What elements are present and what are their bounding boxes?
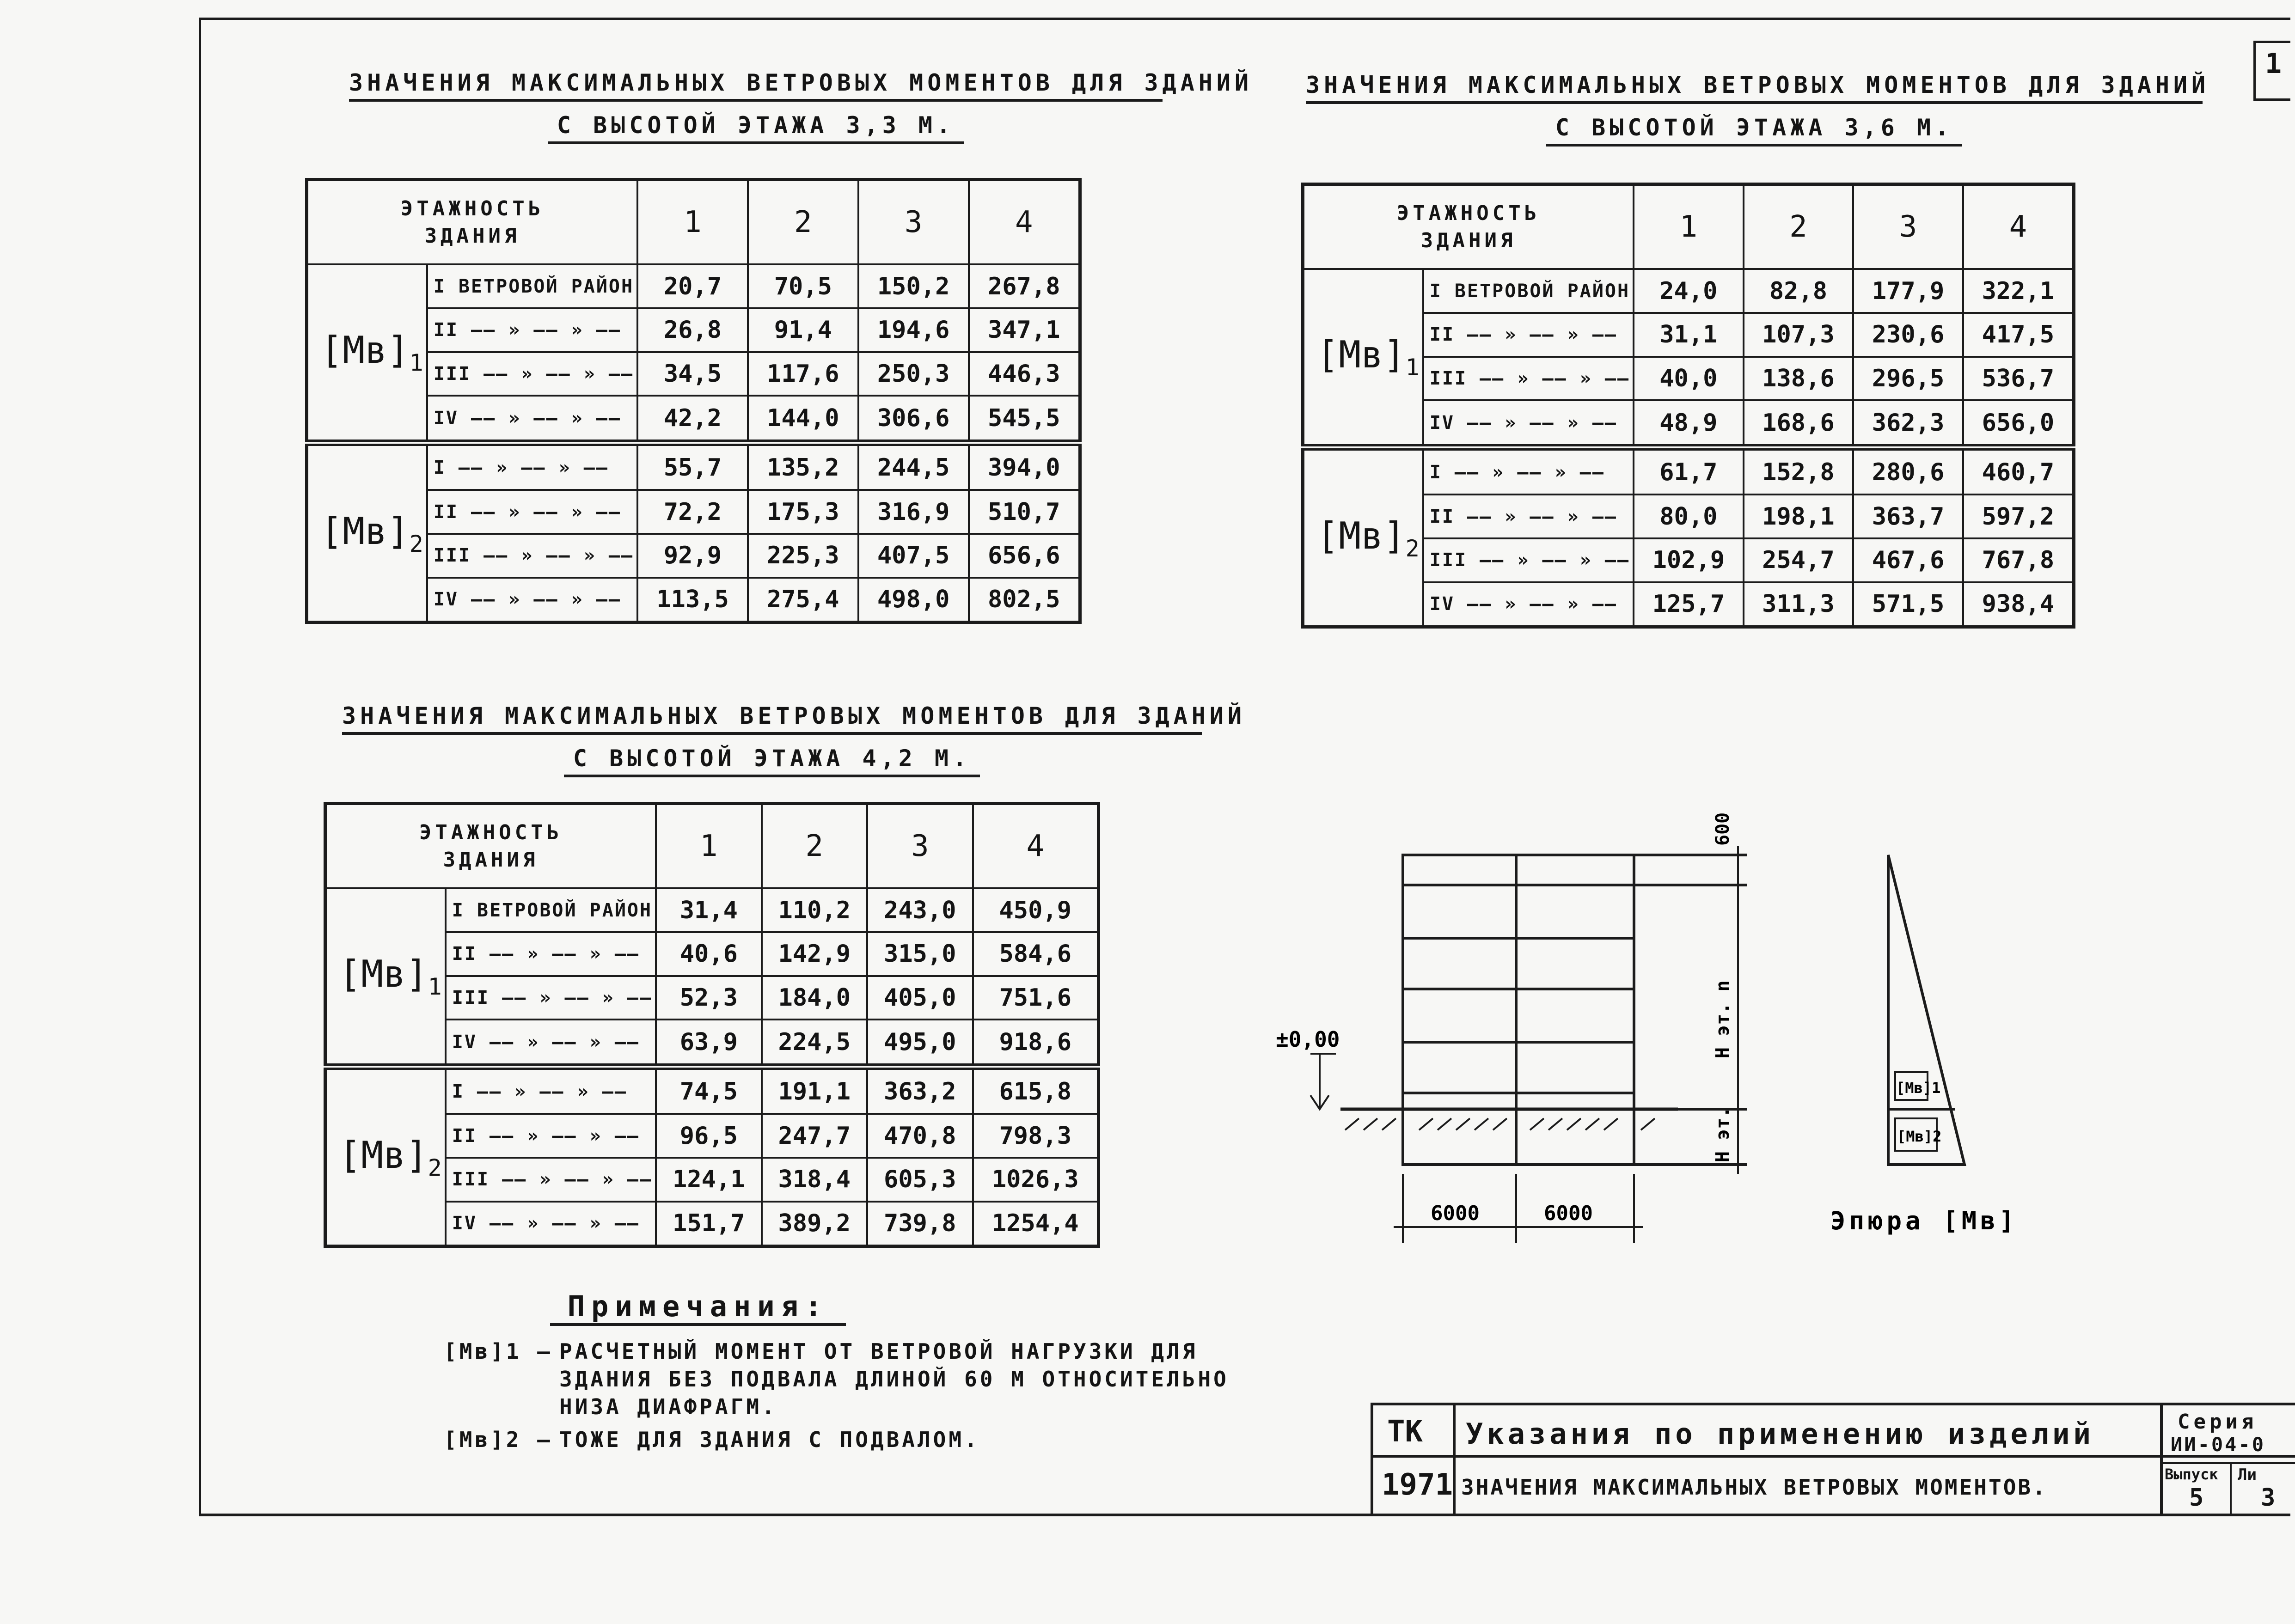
wind-region-label: IV —— » —— » —— <box>446 1202 656 1246</box>
table-cell: 446,3 <box>969 352 1080 396</box>
title-block <box>1371 1403 2295 1514</box>
table-cell: 363,2 <box>867 1067 973 1114</box>
wind-region-label: IV —— » —— » —— <box>446 1020 656 1067</box>
moment-symbol-text: [Mв] <box>1316 333 1406 377</box>
table-cell: 597,2 <box>1963 495 2074 538</box>
table-3 <box>324 802 1100 1248</box>
table-2-title <box>1306 72 2210 147</box>
moment-symbol-text: [Mв] <box>320 509 410 553</box>
dim-height: Н эт. <box>1712 1106 1733 1162</box>
moment-symbol-sub: 2 <box>409 530 423 557</box>
span-2: 6000 <box>1544 1202 1593 1225</box>
wind-region-label: II —— » —— » —— <box>1423 495 1634 538</box>
table-cell: 194,6 <box>858 308 969 352</box>
table-cell: 918,6 <box>973 1020 1099 1067</box>
table-cell: 125,7 <box>1634 582 1744 627</box>
table-cell: 656,0 <box>1963 400 2074 447</box>
header-col-4: 4 <box>973 804 1099 889</box>
table-cell: 498,0 <box>858 578 969 623</box>
table-1-title-line1: ЗНАЧЕНИЯ МАКСИМАЛЬНЫХ ВЕТРОВЫХ МОМЕНТОВ ДЛЯ ЗДАНИЙ <box>349 69 1163 102</box>
table-cell: 1254,4 <box>973 1202 1099 1246</box>
notes-block <box>444 1289 1267 1459</box>
table-row <box>325 888 1099 932</box>
table-cell: 42,2 <box>637 396 748 443</box>
table-header-row <box>307 180 1080 265</box>
moment-symbol <box>307 443 427 622</box>
table-cell: 48,9 <box>1634 400 1744 447</box>
table-cell: 347,1 <box>969 308 1080 352</box>
table-cell: 124,1 <box>656 1158 761 1202</box>
stamp-subtitle: ЗНАЧЕНИЯ МАКСИМАЛЬНЫХ ВЕТРОВЫХ МОМЕНТОВ. <box>1461 1475 2047 1500</box>
stamp-year: 1971 <box>1382 1468 1453 1502</box>
table-cell: 362,3 <box>1853 400 1963 447</box>
header-col-3: 3 <box>867 804 973 889</box>
table-cell: 311,3 <box>1744 582 1854 627</box>
stamp-issue-value: 5 <box>2189 1484 2204 1512</box>
table-cell: 138,6 <box>1744 357 1854 401</box>
table-row <box>307 264 1080 308</box>
wind-region-label: I ВЕТРОВОЙ РАЙОН <box>446 888 656 932</box>
table-cell: 40,0 <box>1634 357 1744 401</box>
wind-region-label: III —— » —— » —— <box>427 352 637 396</box>
table-cell: 751,6 <box>973 976 1099 1020</box>
stamp-series-value: ИИ-04-0 <box>2171 1433 2266 1456</box>
table-cell: 177,9 <box>1853 269 1963 313</box>
table-cell: 31,1 <box>1634 313 1744 357</box>
table-cell: 545,5 <box>969 396 1080 443</box>
stamp-series-label: Серия <box>2178 1410 2258 1434</box>
dim-top: 600 <box>1712 812 1733 846</box>
table-cell: 417,5 <box>1963 313 2074 357</box>
moment-symbol-text: [Mв] <box>320 329 410 372</box>
table-cell: 70,5 <box>748 264 858 308</box>
table-2-title-line2: С ВЫСОТОЙ ЭТАЖА 3,6 М. <box>1546 112 1962 147</box>
note-item-2 <box>444 1426 1267 1454</box>
building-outline <box>1403 855 1634 1165</box>
table-2 <box>1301 183 2075 629</box>
epure-m2: [Mв]2 <box>1897 1128 1942 1145</box>
wind-region-label: I ВЕТРОВОЙ РАЙОН <box>1423 269 1634 313</box>
note-key: [Mв]2 – <box>444 1427 553 1453</box>
table-cell: 96,5 <box>656 1114 761 1158</box>
table-cell: 175,3 <box>748 490 858 534</box>
table-cell: 20,7 <box>637 264 748 308</box>
moment-symbol <box>325 1067 446 1246</box>
wind-region-label: II —— » —— » —— <box>427 490 637 534</box>
table-cell: 225,3 <box>748 534 858 578</box>
table-cell: 389,2 <box>762 1202 867 1246</box>
stamp-sheet-value: 3 <box>2261 1484 2276 1512</box>
table-cell: 802,5 <box>969 578 1080 623</box>
table-cell: 656,6 <box>969 534 1080 578</box>
stamp-sheet-label: Ли <box>2238 1465 2257 1484</box>
table-row <box>325 1067 1099 1114</box>
table-cell: 1026,3 <box>973 1158 1099 1202</box>
wind-region-label: III —— » —— » —— <box>446 976 656 1020</box>
moment-symbol-sub: 1 <box>1405 354 1420 381</box>
wind-region-label: II —— » —— » —— <box>446 1114 656 1158</box>
stamp-title: Указания по применению изделий <box>1466 1417 2094 1451</box>
table-cell: 798,3 <box>973 1114 1099 1158</box>
table-cell: 224,5 <box>762 1020 867 1067</box>
table-cell: 267,8 <box>969 264 1080 308</box>
table-cell: 739,8 <box>867 1202 973 1246</box>
page-number: 1 <box>2253 41 2290 101</box>
table-cell: 135,2 <box>748 443 858 490</box>
table-cell: 107,3 <box>1744 313 1854 357</box>
table-cell: 110,2 <box>762 888 867 932</box>
wind-region-label: IV —— » —— » —— <box>1423 582 1634 627</box>
wind-region-label: III —— » —— » —— <box>1423 538 1634 582</box>
table-cell: 144,0 <box>748 396 858 443</box>
table-cell: 91,4 <box>748 308 858 352</box>
wind-region-label: III —— » —— » —— <box>1423 357 1634 401</box>
table-row <box>1303 447 2074 495</box>
note-key: [Mв]1 – <box>444 1339 553 1364</box>
note-text: ТОЖЕ ДЛЯ ЗДАНИЯ С ПОДВАЛОМ. <box>559 1427 980 1453</box>
table-cell: 318,4 <box>762 1158 867 1202</box>
table-cell: 168,6 <box>1744 400 1854 447</box>
table-cell: 450,9 <box>973 888 1099 932</box>
table-header-row <box>1303 184 2074 269</box>
table-cell: 296,5 <box>1853 357 1963 401</box>
table-cell: 82,8 <box>1744 269 1854 313</box>
wind-region-label: I ВЕТРОВОЙ РАЙОН <box>427 264 637 308</box>
header-storeys: ЭТАЖНОСТЬ ЗДАНИЯ <box>307 180 638 265</box>
table-cell: 363,7 <box>1853 495 1963 538</box>
table-cell: 26,8 <box>637 308 748 352</box>
header-col-4: 4 <box>969 180 1080 265</box>
table-cell: 250,3 <box>858 352 969 396</box>
table-cell: 24,0 <box>1634 269 1744 313</box>
wind-region-label: I —— » —— » —— <box>427 443 637 490</box>
header-col-1: 1 <box>637 180 748 265</box>
table-3-title-line1: ЗНАЧЕНИЯ МАКСИМАЛЬНЫХ ВЕТРОВЫХ МОМЕНТОВ ДЛЯ ЗДАНИЙ <box>342 702 1202 735</box>
table-cell: 191,1 <box>762 1067 867 1114</box>
table-cell: 938,4 <box>1963 582 2074 627</box>
table-cell: 407,5 <box>858 534 969 578</box>
table-cell: 72,2 <box>637 490 748 534</box>
table-cell: 394,0 <box>969 443 1080 490</box>
table-cell: 150,2 <box>858 264 969 308</box>
table-row <box>307 443 1080 490</box>
moment-symbol-sub: 2 <box>428 1154 442 1181</box>
table-cell: 510,7 <box>969 490 1080 534</box>
table-cell: 306,6 <box>858 396 969 443</box>
header-storeys: ЭТАЖНОСТЬ ЗДАНИЯ <box>325 804 656 889</box>
table-cell: 34,5 <box>637 352 748 396</box>
table-cell: 316,9 <box>858 490 969 534</box>
table-3-title-line2: С ВЫСОТОЙ ЭТАЖА 4,2 М. <box>564 743 980 777</box>
table-1 <box>305 178 1082 624</box>
table-cell: 198,1 <box>1744 495 1854 538</box>
moment-symbol <box>307 264 427 443</box>
table-cell: 584,6 <box>973 932 1099 976</box>
table-cell: 244,5 <box>858 443 969 490</box>
table-cell: 184,0 <box>762 976 867 1020</box>
header-col-3: 3 <box>1853 184 1963 269</box>
moment-symbol-sub: 1 <box>428 973 442 1001</box>
table-cell: 247,7 <box>762 1114 867 1158</box>
wind-region-label: I —— » —— » —— <box>446 1067 656 1114</box>
table-cell: 117,6 <box>748 352 858 396</box>
table-cell: 405,0 <box>867 976 973 1020</box>
table-cell: 280,6 <box>1853 447 1963 495</box>
note-text: РАСЧЕТНЫЙ МОМЕНТ ОТ ВЕТРОВОЙ НАГРУЗКИ ДЛЯ ЗДАНИЯ БЕЗ ПОДВАЛА ДЛИНОЙ 60 М ОТНОСИТЕЛЬНО НИЗА ДИАФРАГМ. <box>559 1339 1229 1419</box>
table-cell: 605,3 <box>867 1158 973 1202</box>
header-col-1: 1 <box>1634 184 1744 269</box>
wind-region-label: III —— » —— » —— <box>446 1158 656 1202</box>
wind-region-label: IV —— » —— » —— <box>1423 400 1634 447</box>
table-header-row <box>325 804 1099 889</box>
wind-region-label: II —— » —— » —— <box>427 308 637 352</box>
table-cell: 74,5 <box>656 1067 761 1114</box>
table-cell: 102,9 <box>1634 538 1744 582</box>
wind-region-label: II —— » —— » —— <box>1423 313 1634 357</box>
level-label: ±0,00 <box>1276 1027 1340 1052</box>
table-cell: 92,9 <box>637 534 748 578</box>
moment-symbol-text: [Mв] <box>1316 514 1406 557</box>
table-cell: 322,1 <box>1963 269 2074 313</box>
note-item-1 <box>444 1338 1267 1421</box>
header-storeys: ЭТАЖНОСТЬ ЗДАНИЯ <box>1303 184 1634 269</box>
epure-label: Эпюра [Mв] <box>1830 1206 2018 1235</box>
table-cell: 230,6 <box>1853 313 1963 357</box>
moment-symbol-text: [Mв] <box>339 952 428 996</box>
header-col-2: 2 <box>1744 184 1854 269</box>
table-1-title-line2: С ВЫСОТОЙ ЭТАЖА 3,3 М. <box>548 110 964 144</box>
table-cell: 536,7 <box>1963 357 2074 401</box>
wind-region-label: IV —— » —— » —— <box>427 396 637 443</box>
building-section-diagram <box>1220 786 2052 1276</box>
epure-m1: [Mв]1 <box>1896 1079 1941 1097</box>
moment-symbol <box>325 888 446 1067</box>
table-cell: 767,8 <box>1963 538 2074 582</box>
table-cell: 615,8 <box>973 1067 1099 1114</box>
header-col-1: 1 <box>656 804 761 889</box>
table-cell: 80,0 <box>1634 495 1744 538</box>
table-cell: 460,7 <box>1963 447 2074 495</box>
table-3-title <box>342 702 1246 777</box>
table-cell: 40,6 <box>656 932 761 976</box>
moment-symbol-text: [Mв] <box>339 1133 428 1177</box>
table-cell: 152,8 <box>1744 447 1854 495</box>
table-cell: 113,5 <box>637 578 748 623</box>
moment-symbol <box>1303 447 1423 627</box>
table-cell: 142,9 <box>762 932 867 976</box>
table-cell: 467,6 <box>1853 538 1963 582</box>
wind-region-label: I —— » —— » —— <box>1423 447 1634 495</box>
span-1: 6000 <box>1431 1202 1480 1225</box>
header-col-4: 4 <box>1963 184 2074 269</box>
table-cell: 243,0 <box>867 888 973 932</box>
moment-symbol-sub: 1 <box>409 349 423 377</box>
moment-symbol <box>1303 269 1423 447</box>
header-col-2: 2 <box>748 180 858 265</box>
table-cell: 275,4 <box>748 578 858 623</box>
dim-height-n: Н эт. n <box>1712 980 1733 1058</box>
stamp-org: ТК <box>1387 1415 1423 1449</box>
table-cell: 55,7 <box>637 443 748 490</box>
table-2-title-line1: ЗНАЧЕНИЯ МАКСИМАЛЬНЫХ ВЕТРОВЫХ МОМЕНТОВ ДЛЯ ЗДАНИЙ <box>1306 72 2203 104</box>
table-cell: 254,7 <box>1744 538 1854 582</box>
table-cell: 61,7 <box>1634 447 1744 495</box>
wind-region-label: III —— » —— » —— <box>427 534 637 578</box>
table-cell: 52,3 <box>656 976 761 1020</box>
header-col-3: 3 <box>858 180 969 265</box>
table-cell: 571,5 <box>1853 582 1963 627</box>
moment-symbol-sub: 2 <box>1405 535 1420 562</box>
wind-region-label: IV —— » —— » —— <box>427 578 637 623</box>
notes-heading: Примечания: <box>550 1289 846 1326</box>
table-cell: 495,0 <box>867 1020 973 1067</box>
table-cell: 31,4 <box>656 888 761 932</box>
table-1-title <box>349 69 1253 144</box>
table-cell: 63,9 <box>656 1020 761 1067</box>
table-cell: 470,8 <box>867 1114 973 1158</box>
table-row <box>1303 269 2074 313</box>
header-col-2: 2 <box>762 804 867 889</box>
table-cell: 315,0 <box>867 932 973 976</box>
stamp-issue-label: Выпуск <box>2165 1465 2218 1483</box>
table-cell: 151,7 <box>656 1202 761 1246</box>
wind-region-label: II —— » —— » —— <box>446 932 656 976</box>
